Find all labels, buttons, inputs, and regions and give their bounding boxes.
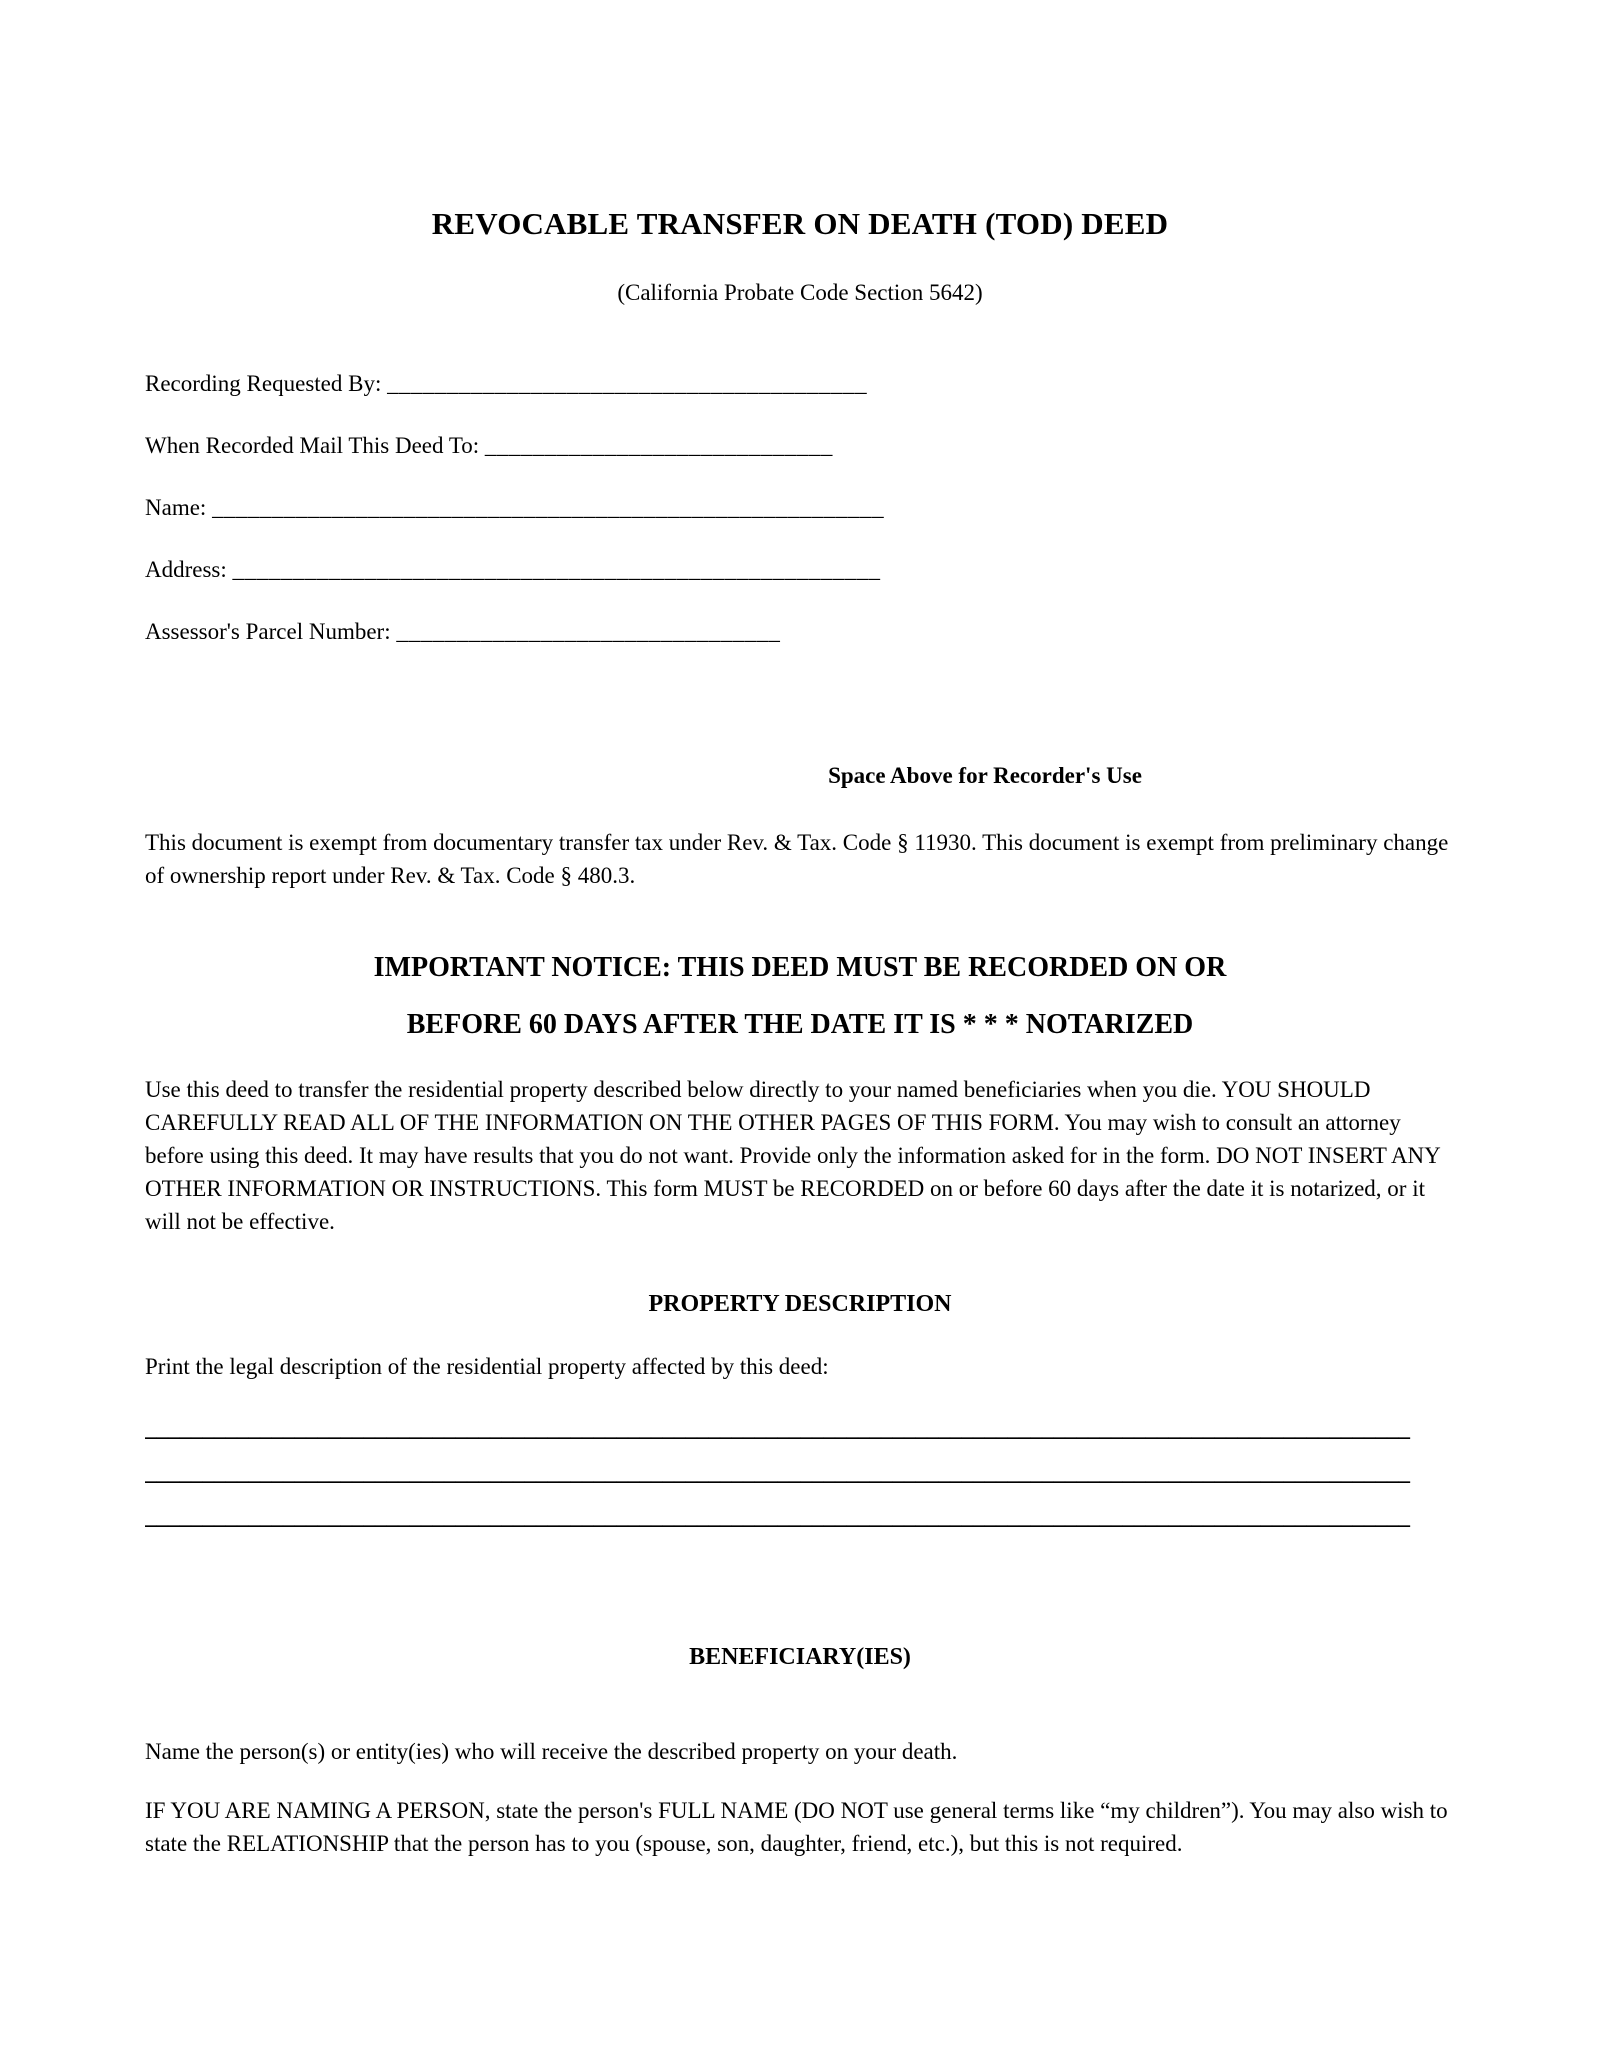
name-blank[interactable]: ________________________________________________________ bbox=[212, 495, 885, 520]
when-recorded-mail-to-label: When Recorded Mail This Deed To: bbox=[145, 433, 485, 458]
usage-instructions-paragraph: Use this deed to transfer the residential property described below directly to your named beneficiaries when you die. YOU SHOULD CAREFULLY READ ALL OF THE INFORMATION ON THE OTHER PAGES OF THIS FORM. You may wish to consult an attorney before using this deed. It may have results that you do not want. Provide only the information asked for in the form. DO NOT INSERT ANY OTHER INFORMATION OR INSTRUCTIONS. This form MUST be RECORDED on or before 60 days after the date it is notarized, or it will not be effective. bbox=[145, 1077, 1440, 1234]
field-address bbox=[145, 556, 1455, 584]
field-when-recorded-mail-to bbox=[145, 432, 1455, 460]
when-recorded-mail-to-blank[interactable]: _____________________________ bbox=[484, 433, 833, 458]
important-notice-line1: IMPORTANT NOTICE: THIS DEED MUST BE RECORDED ON OR bbox=[373, 952, 1227, 983]
legal-description-lines bbox=[145, 1407, 1455, 1539]
property-description-heading: PROPERTY DESCRIPTION bbox=[648, 1291, 952, 1317]
address-blank[interactable]: ______________________________________________________ bbox=[232, 557, 881, 582]
exemption-paragraph: This document is exempt from documentary transfer tax under Rev. & Tax. Code § 11930. This document is exempt from preliminary change of ownership report under Rev. & Tax. Code § 480.3. bbox=[145, 830, 1449, 888]
address-label: Address: bbox=[145, 557, 233, 582]
recording-requested-by-blank[interactable]: ________________________________________ bbox=[387, 371, 868, 396]
assessors-parcel-number-label: Assessor's Parcel Number: bbox=[145, 619, 397, 644]
legal-description-line-3[interactable]: ______________________________________________________________________________________________________________ bbox=[145, 1504, 1410, 1529]
legal-description-line-1[interactable]: ______________________________________________________________________________________________________________ bbox=[145, 1416, 1410, 1441]
field-recording-requested-by bbox=[145, 370, 1455, 398]
field-name bbox=[145, 494, 1455, 522]
name-label: Name: bbox=[145, 495, 213, 520]
recording-info-block bbox=[145, 370, 1455, 646]
important-notice-line2: BEFORE 60 DAYS AFTER THE DATE IT IS * * * NOTARIZED bbox=[406, 1009, 1194, 1040]
assessors-parcel-number-blank[interactable]: ________________________________ bbox=[396, 619, 781, 644]
property-description-instruction: Print the legal description of the residential property affected by this deed: bbox=[145, 1354, 829, 1379]
document-title: REVOCABLE TRANSFER ON DEATH (TOD) DEED bbox=[431, 206, 1169, 241]
recording-requested-by-label: Recording Requested By: bbox=[145, 371, 388, 396]
recorder-use-note: Space Above for Recorder's Use bbox=[828, 763, 1142, 788]
document-subtitle: (California Probate Code Section 5642) bbox=[617, 280, 983, 305]
legal-description-line-2[interactable]: ______________________________________________________________________________________________________________ bbox=[145, 1460, 1410, 1485]
beneficiaries-instruction: Name the person(s) or entity(ies) who will receive the described property on your death. bbox=[145, 1739, 958, 1764]
beneficiaries-heading: BENEFICIARY(IES) bbox=[689, 1644, 911, 1670]
field-assessors-parcel-number bbox=[145, 618, 1455, 646]
beneficiary-naming-instructions: IF YOU ARE NAMING A PERSON, state the person's FULL NAME (DO NOT use general terms like “my children”). You may also wish to state the RELATIONSHIP that the person has to you (spouse, son, daughter, friend, etc.), but this is not required. bbox=[145, 1798, 1448, 1856]
